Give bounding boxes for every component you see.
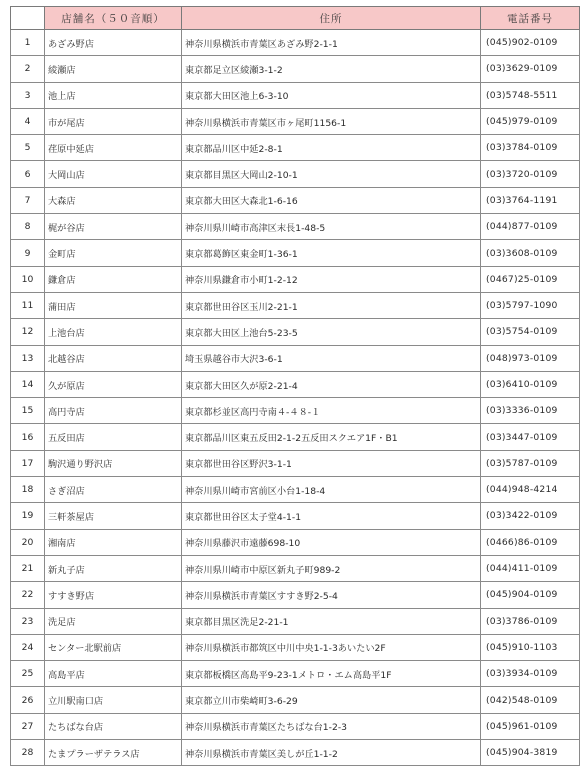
phone-cell: (03)3422-0109 (481, 503, 580, 529)
store-name-cell: さぎ沼店 (45, 477, 182, 503)
table-row (11, 661, 580, 687)
phone-cell: (03)3447-0109 (481, 424, 580, 450)
row-number: 17 (11, 450, 45, 476)
address-cell: 東京都世田谷区野沢3-1-1 (182, 450, 481, 476)
table-row (11, 740, 580, 766)
table-row (11, 713, 580, 739)
store-list-sheet (10, 6, 579, 766)
address-cell: 神奈川県横浜市青葉区すすき野2-5-4 (182, 582, 481, 608)
store-name-cell: 立川駅南口店 (45, 687, 182, 713)
row-number: 6 (11, 161, 45, 187)
row-number: 18 (11, 477, 45, 503)
address-cell: 東京都大田区久が原2-21-4 (182, 371, 481, 397)
phone-cell: (03)5748-5511 (481, 82, 580, 108)
row-number: 11 (11, 292, 45, 318)
header-number (11, 7, 45, 30)
phone-cell: (03)3764-1191 (481, 187, 580, 213)
table-row (11, 634, 580, 660)
row-number: 28 (11, 740, 45, 766)
row-number: 3 (11, 82, 45, 108)
store-name-cell: すすき野店 (45, 582, 182, 608)
phone-cell: (03)3629-0109 (481, 56, 580, 82)
phone-cell: (045)961-0109 (481, 713, 580, 739)
header-phone: 電話番号 (481, 7, 580, 30)
store-name-cell: 高円寺店 (45, 398, 182, 424)
store-name-cell: 洗足店 (45, 608, 182, 634)
address-cell: 東京都品川区中延2-8-1 (182, 135, 481, 161)
row-number: 21 (11, 555, 45, 581)
row-number: 27 (11, 713, 45, 739)
table-row (11, 187, 580, 213)
address-cell: 東京都大田区大森北1-6-16 (182, 187, 481, 213)
row-number: 1 (11, 30, 45, 56)
store-name-cell: 三軒茶屋店 (45, 503, 182, 529)
store-name-cell: 五反田店 (45, 424, 182, 450)
store-name-cell: あざみ野店 (45, 30, 182, 56)
store-name-cell: 綾瀬店 (45, 56, 182, 82)
table-row (11, 529, 580, 555)
table-row (11, 608, 580, 634)
phone-cell: (03)3934-0109 (481, 661, 580, 687)
phone-cell: (045)904-0109 (481, 582, 580, 608)
store-name-cell: 上池台店 (45, 319, 182, 345)
table-row (11, 398, 580, 424)
store-name-cell: 新丸子店 (45, 555, 182, 581)
table-row (11, 503, 580, 529)
phone-cell: (048)973-0109 (481, 345, 580, 371)
address-cell: 神奈川県横浜市都筑区中川中央1-1-3あいたい2F (182, 634, 481, 660)
row-number: 26 (11, 687, 45, 713)
address-cell: 東京都大田区池上6-3-10 (182, 82, 481, 108)
store-name-cell: 久が原店 (45, 371, 182, 397)
address-cell: 神奈川県横浜市青葉区市ヶ尾町1156-1 (182, 108, 481, 134)
row-number: 22 (11, 582, 45, 608)
store-name-cell: 金町店 (45, 240, 182, 266)
phone-cell: (03)5797-1090 (481, 292, 580, 318)
phone-cell: (03)3786-0109 (481, 608, 580, 634)
store-name-cell: 湘南店 (45, 529, 182, 555)
row-number: 7 (11, 187, 45, 213)
phone-cell: (044)948-4214 (481, 477, 580, 503)
row-number: 19 (11, 503, 45, 529)
phone-cell: (045)910-1103 (481, 634, 580, 660)
table-row (11, 214, 580, 240)
table-row (11, 319, 580, 345)
address-cell: 神奈川県藤沢市遠藤698-10 (182, 529, 481, 555)
row-number: 2 (11, 56, 45, 82)
table-body (11, 30, 580, 766)
table-row (11, 424, 580, 450)
address-cell: 東京都立川市柴崎町3-6-29 (182, 687, 481, 713)
table-row (11, 345, 580, 371)
address-cell: 埼玉県越谷市大沢3-6-1 (182, 345, 481, 371)
address-cell: 神奈川県川崎市高津区末長1-48-5 (182, 214, 481, 240)
table-header-row (11, 7, 580, 30)
phone-cell: (03)3720-0109 (481, 161, 580, 187)
table-row (11, 555, 580, 581)
row-number: 12 (11, 319, 45, 345)
store-name-cell: 大森店 (45, 187, 182, 213)
table-row (11, 240, 580, 266)
table-row (11, 371, 580, 397)
phone-cell: (03)6410-0109 (481, 371, 580, 397)
header-address: 住所 (182, 7, 481, 30)
table-row (11, 82, 580, 108)
phone-cell: (0467)25-0109 (481, 266, 580, 292)
row-number: 14 (11, 371, 45, 397)
address-cell: 神奈川県横浜市青葉区たちばな台1-2-3 (182, 713, 481, 739)
store-name-cell: 大岡山店 (45, 161, 182, 187)
address-cell: 東京都板橋区高島平9-23-1メトロ・エム高島平1F (182, 661, 481, 687)
table-row (11, 687, 580, 713)
address-cell: 神奈川県鎌倉市小町1-2-12 (182, 266, 481, 292)
row-number: 25 (11, 661, 45, 687)
phone-cell: (045)902-0109 (481, 30, 580, 56)
row-number: 15 (11, 398, 45, 424)
row-number: 24 (11, 634, 45, 660)
store-table (10, 6, 580, 766)
address-cell: 神奈川県横浜市青葉区あざみ野2-1-1 (182, 30, 481, 56)
address-cell: 神奈川県川崎市宮前区小台1-18-4 (182, 477, 481, 503)
table-row (11, 477, 580, 503)
row-number: 16 (11, 424, 45, 450)
store-name-cell: 梶が谷店 (45, 214, 182, 240)
address-cell: 神奈川県横浜市青葉区美しが丘1-1-2 (182, 740, 481, 766)
header-store-name: 店舗名（５０音順） (45, 7, 182, 30)
store-name-cell: たちばな台店 (45, 713, 182, 739)
phone-cell: (044)411-0109 (481, 555, 580, 581)
store-name-cell: 鎌倉店 (45, 266, 182, 292)
phone-cell: (03)3336-0109 (481, 398, 580, 424)
store-name-cell: 駒沢通り野沢店 (45, 450, 182, 476)
store-name-cell: 池上店 (45, 82, 182, 108)
row-number: 5 (11, 135, 45, 161)
row-number: 9 (11, 240, 45, 266)
phone-cell: (03)5754-0109 (481, 319, 580, 345)
phone-cell: (03)3608-0109 (481, 240, 580, 266)
store-name-cell: たまプラーザテラス店 (45, 740, 182, 766)
address-cell: 東京都葛飾区東金町1-36-1 (182, 240, 481, 266)
row-number: 8 (11, 214, 45, 240)
address-cell: 東京都品川区東五反田2-1-2五反田スクエア1F・B1 (182, 424, 481, 450)
store-name-cell: 荏原中延店 (45, 135, 182, 161)
phone-cell: (03)3784-0109 (481, 135, 580, 161)
row-number: 10 (11, 266, 45, 292)
phone-cell: (044)877-0109 (481, 214, 580, 240)
table-row (11, 450, 580, 476)
table-row (11, 108, 580, 134)
address-cell: 東京都世田谷区太子堂4-1-1 (182, 503, 481, 529)
store-name-cell: 蒲田店 (45, 292, 182, 318)
phone-cell: (042)548-0109 (481, 687, 580, 713)
table-row (11, 30, 580, 56)
address-cell: 東京都目黒区大岡山2-10-1 (182, 161, 481, 187)
phone-cell: (045)904-3819 (481, 740, 580, 766)
store-name-cell: 市が尾店 (45, 108, 182, 134)
address-cell: 東京都目黒区洗足2-21-1 (182, 608, 481, 634)
store-name-cell: センター北駅前店 (45, 634, 182, 660)
address-cell: 東京都大田区上池台5-23-5 (182, 319, 481, 345)
address-cell: 東京都足立区綾瀬3-1-2 (182, 56, 481, 82)
phone-cell: (0466)86-0109 (481, 529, 580, 555)
phone-cell: (045)979-0109 (481, 108, 580, 134)
row-number: 13 (11, 345, 45, 371)
table-row (11, 266, 580, 292)
address-cell: 神奈川県川崎市中原区新丸子町989-2 (182, 555, 481, 581)
store-name-cell: 高島平店 (45, 661, 182, 687)
table-row (11, 582, 580, 608)
address-cell: 東京都世田谷区玉川2-21-1 (182, 292, 481, 318)
address-cell: 東京都杉並区高円寺南４-４８-１ (182, 398, 481, 424)
row-number: 23 (11, 608, 45, 634)
row-number: 4 (11, 108, 45, 134)
row-number: 20 (11, 529, 45, 555)
table-row (11, 56, 580, 82)
table-row (11, 135, 580, 161)
table-row (11, 161, 580, 187)
store-name-cell: 北越谷店 (45, 345, 182, 371)
table-row (11, 292, 580, 318)
phone-cell: (03)5787-0109 (481, 450, 580, 476)
